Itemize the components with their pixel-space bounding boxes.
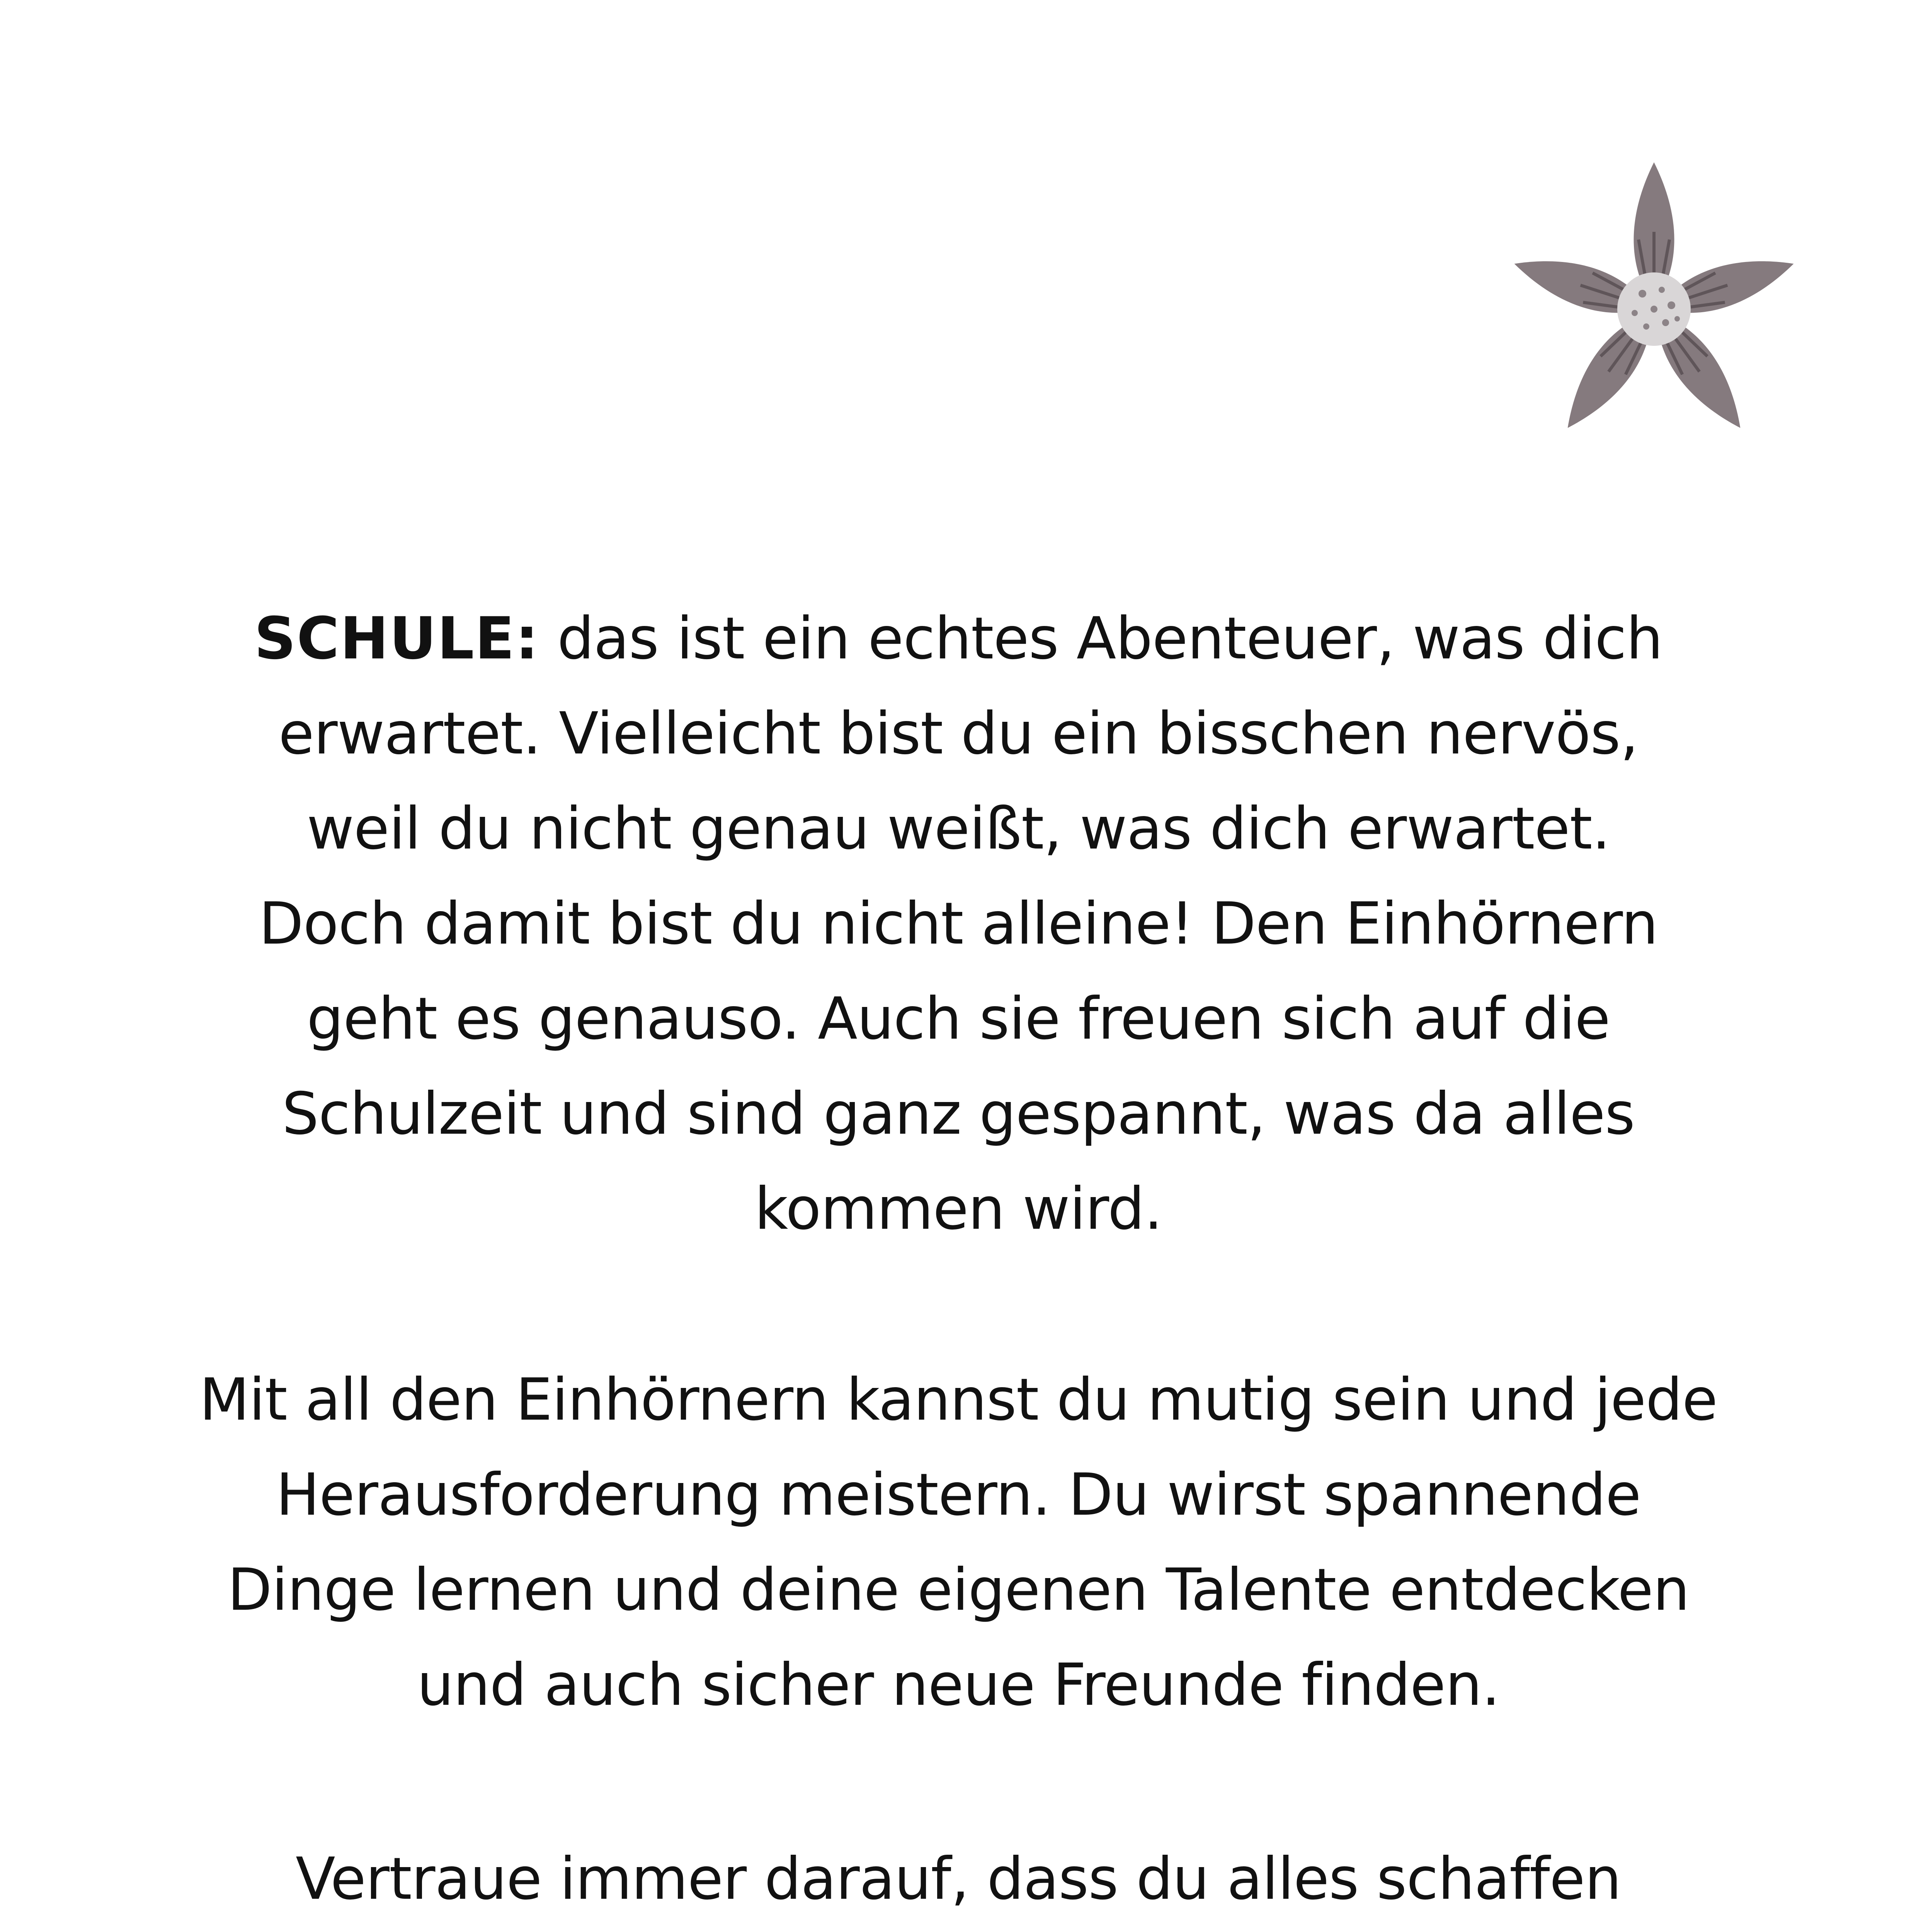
text-line: Herausforderung meistern. Du wirst spannende (276, 1461, 1641, 1529)
paragraph-1 (139, 591, 1778, 1257)
paragraph-3 (139, 1832, 1778, 1932)
text-line (139, 1927, 1778, 1932)
text-line: und auch sicher neue Freunde finden. (417, 1651, 1500, 1719)
text-line: Doch damit bist du nicht alleine! Den Einhörnern (259, 890, 1658, 957)
text-line: weil du nicht genau weißt, was dich erwartet. (306, 795, 1610, 862)
flower-icon (1507, 158, 1801, 468)
text-line: SCHULE: das ist ein echtes Abenteuer, was dich (254, 605, 1663, 672)
text-line: Mit all den Einhörnern kannst du mutig sein und jede (199, 1366, 1718, 1434)
paragraph-2 (139, 1352, 1778, 1733)
text-line: geht es genauso. Auch sie freuen sich auf die (306, 985, 1610, 1053)
text-line: kommen wird. (754, 1175, 1162, 1243)
text-line: Vertraue immer darauf, dass du alles schaffen (296, 1845, 1621, 1913)
text-line: erwartet. Vielleicht bist du ein bisschen nervös, (278, 700, 1639, 767)
text-line: Schulzeit und sind ganz gespannt, was da alles (282, 1080, 1635, 1148)
heading-word-schule: SCHULE: (254, 605, 539, 672)
text-line: Dinge lernen und deine eigenen Talente entdecken (227, 1556, 1690, 1624)
